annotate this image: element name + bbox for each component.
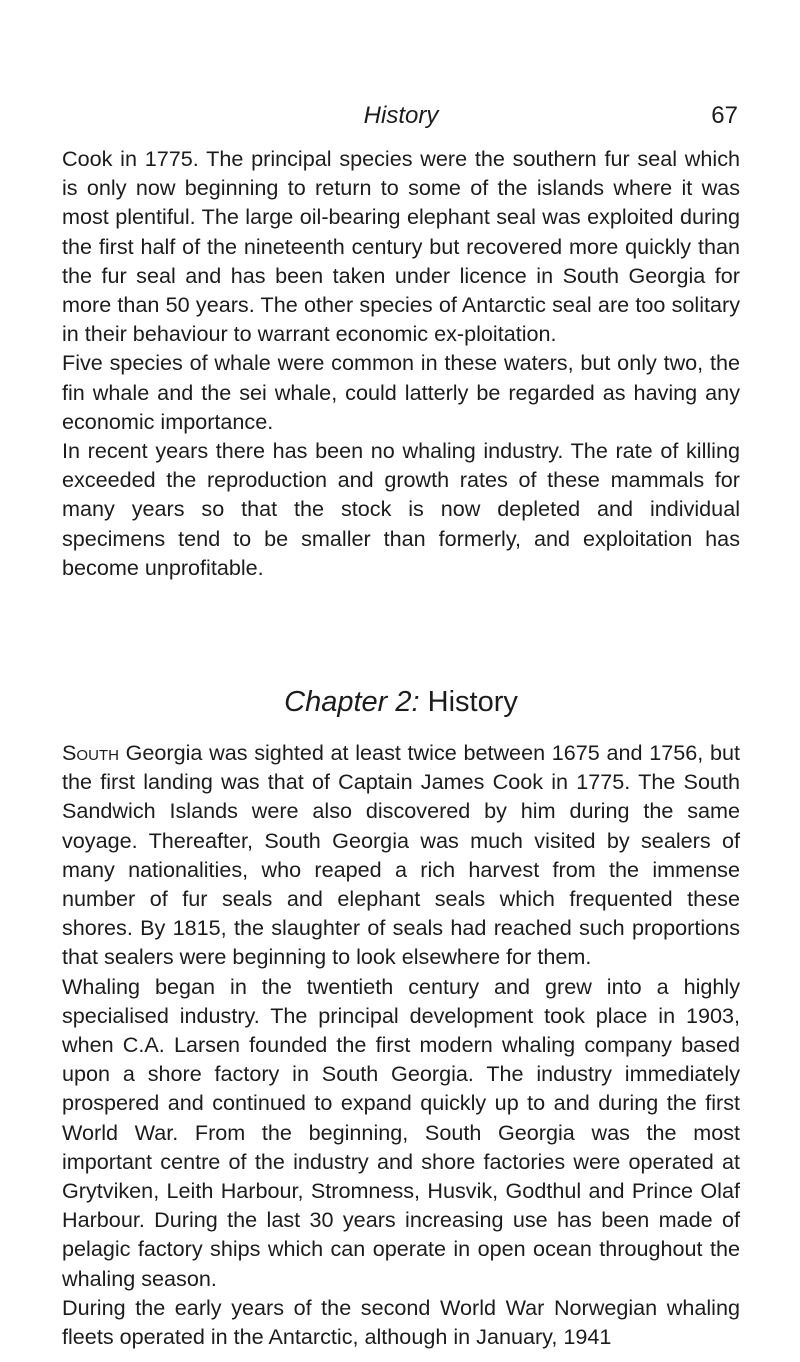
paragraph: Cook in 1775. The principal species were the southern fur seal which is only now beginning to return to some of the islands where it was most plentiful. The large oil-bearing elephant seal was exploited during the first half of the nineteenth century but recovered more quickly than the fur seal and has been taken under licence in South Georgia for more than 50 years. The other species of Antarctic seal are too solitary in their behaviour to warrant economic ex-ploitation. xyxy=(62,146,740,347)
page-number: 67 xyxy=(711,102,738,129)
book-page xyxy=(62,0,740,1362)
chapter-label: Chapter xyxy=(284,686,388,718)
chapter-number: 2: xyxy=(395,686,420,718)
text-block-before-chapter xyxy=(62,144,740,582)
running-title: History xyxy=(363,102,439,129)
paragraph: During the early years of the second World War Norwegian whaling fleets operated in the Antarctic, although in January, 1941 xyxy=(62,1294,740,1350)
chapter-text-block xyxy=(62,738,740,1351)
paragraph: In recent years there has been no whaling industry. The rate of killing exceeded the reproduction and growth rates of these mammals for many years so that the stock is now depleted and individual specimens tend to be smaller than formerly, and exploitation has become unprofitable. xyxy=(62,438,740,580)
chapter-heading xyxy=(62,680,740,724)
opening-paragraph-text: Georgia was sighted at least twice between 1675 and 1756, but the first landing was that of Captain James Cook in 1775. The South Sandwich Islands were also discovered by him during the same voyage. Thereafter, South Georgia was much visited by sealers of many nationalities, who reaped a rich harvest from the immense number of fur seals and elephant seals which frequented these shores. By 1815, the slaughter of seals had reached such proportions that sealers were beginning to look elsewhere for them. xyxy=(62,740,740,970)
paragraph: Whaling began in the twentieth century and grew into a highly specialised industry. The principal development took place in 1903, when C.A. Larsen founded the first modern whaling company based upon a shore factory in South Georgia. The industry immediately prospered and continued to expand quickly up to and during the first World War. From the beginning, South Georgia was the most important centre of the industry and shore factories were operated at Grytviken, Leith Harbour, Stromness, Husvik, Godthul and Prince Olaf Harbour. During the last 30 years increasing use has been made of pelagic factory ships which can operate in open ocean throughout the whaling season. xyxy=(62,973,740,1291)
running-head xyxy=(62,96,740,136)
chapter-title: History xyxy=(427,686,518,718)
paragraph: Five species of whale were common in these waters, but only two, the fin whale and the sei whale, could latterly be regarded as having any economic importance. xyxy=(62,350,740,434)
lead-word: South xyxy=(62,740,119,765)
opening-paragraph xyxy=(62,738,740,972)
